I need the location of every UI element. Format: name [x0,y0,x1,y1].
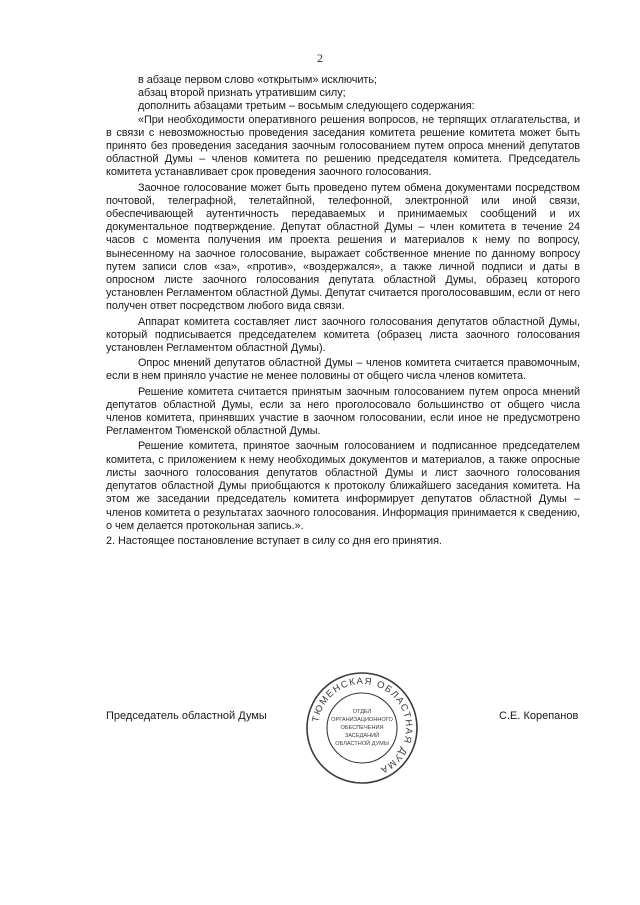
svg-text:ОБЛАСТНОЙ ДУМЫ: ОБЛАСТНОЙ ДУМЫ [335,741,389,747]
seal-center-text [331,709,393,747]
signatory-name: С.Е. Корепанов [499,710,579,722]
svg-text:ОБЕСПЕЧЕНИЯ: ОБЕСПЕЧЕНИЯ [340,725,384,731]
document-body [106,74,580,548]
paragraph: Опрос мнений депутатов областной Думы – членов комитета считается правомочным, если в нем приняло участие не менее половины от общего числа членов комитета. [106,357,580,383]
svg-text:ЗАСЕДАНИЙ: ЗАСЕДАНИЙ [344,733,380,739]
paragraph: Решение комитета, принятое заочным голосованием и подписанное председателем комитета, с приложением к нему необходимых документов и материалов, а также опросные листы заочного голосования депутатов областной Думы и лист заочного голосования депутатов областной Думы приобщаются к протоколу ближайшего заседания комитета. На этом же заседании председатель комитета информирует депутатов областной Думы – членов комитета о результатах заочного голосования. Информация принимается к сведению, о чем делается протокольная запись.». [106,440,580,532]
paragraph: Аппарат комитета составляет лист заочного голосования депутатов областной Думы, который подписывается председателем комитета (образец листа заочного голосования установлен Регламентом областной Думы). [106,315,580,355]
paragraph: дополнить абзацами третьим – восьмым следующего содержания: [138,100,475,113]
svg-text:ОРГАНИЗАЦИОННОГО: ОРГАНИЗАЦИОННОГО [331,717,393,723]
paragraph: Заочное голосование может быть проведено путем обмена документами посредством почтовой, телеграфной, телетайпной, телефонной, электронной или иной связи, обеспечивающей аутентичность передаваемых и принимаемых сообщений и их документальное подтверждение. Депутат областной Думы – член комитета в течение 24 часов с момента получения им проекта решения и материалов к нему по вопросу, вынесенному на заочное голосование, выражает собственное мнение по данному вопросу путем записи слов «за», «против», «воздержался», а также личной подписи и даты в опросном листе заочного голосования депутата областной Думы, образец которого установлен Регламентом областной Думы. Депутат считается проголосовавшим, если от него получен ответ посредством любого вида связи. [106,181,580,313]
paragraph: Решение комитета считается принятым заочным голосованием путем опроса мнений депутатов областной Думы, если за него проголосовало большинство от общего числа членов комитета, принявших участие в заочном голосовании, если иное не предусмотрено Регламентом Тюменской областной Думы. [106,385,580,438]
page-number: 2 [317,51,323,65]
paragraph: абзац второй признать утратившим силу; [138,87,346,100]
paragraph: 2. Настоящее постановление вступает в силу со дня его принятия. [106,534,442,547]
paragraph: «При необходимости оперативного решения вопросов, не терпящих отлагательства, и в связи с невозможностью проведения заседания комитета решение комитета может быть принято без проведения заседания заочным голосованием путем опроса мнений депутатов областной Думы – членов комитета по решению председателя комитета. Председатель комитета устанавливает срок проведения заочного голосования. [106,113,580,179]
paragraph: в абзаце первом слово «открытым» исключить; [138,74,377,86]
official-seal [304,670,420,786]
svg-text:ОТДЕЛ: ОТДЕЛ [352,709,372,715]
seal-ring-text: ТЮМЕНСКАЯ ОБЛАСТНАЯ ДУМА [310,675,415,776]
signatory-title: Председатель областной Думы [106,710,267,722]
signature-block [106,675,586,780]
